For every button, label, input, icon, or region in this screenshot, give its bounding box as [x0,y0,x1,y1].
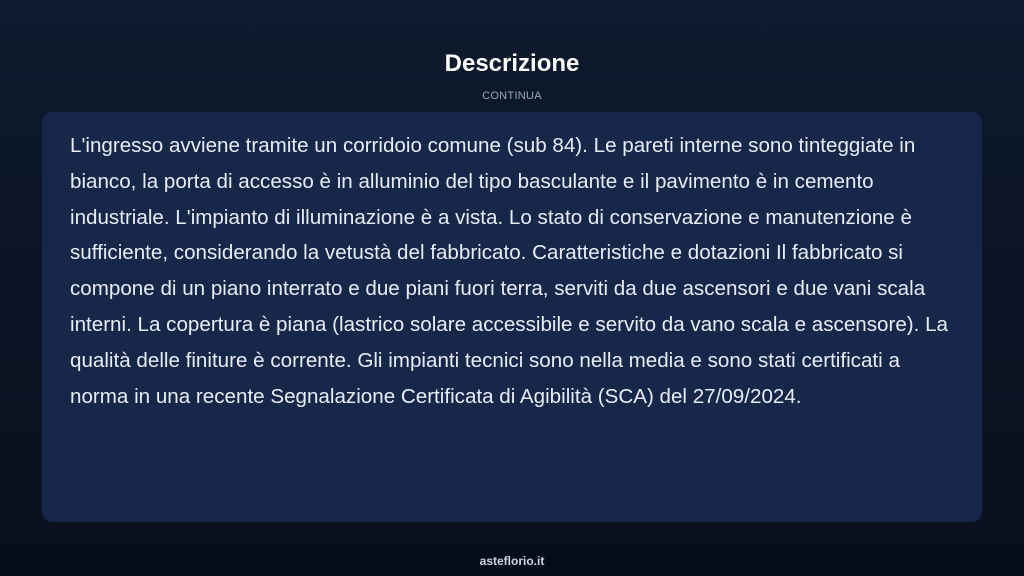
site-name: asteflorio.it [479,554,545,568]
description-text: L'ingresso avviene tramite un corridoio comune (sub 84). Le pareti interne sono tinteggiate in bianco, la porta di accesso è in alluminio del tipo basculante e il pavimento è in cemento industriale. L'impianto di illuminazione è a vista. Lo stato di conservazione e manutenzione è sufficiente, considerando la vetustà del fabbricato. Caratteristiche e dotazioni Il fabbricato si compone di un piano interrato e due piani fuori terra, serviti da due ascensori e due vani scala interni. La copertura è piana (lastrico solare accessibile e servito da vano scala e ascensore). La qualità delle finiture è corrente. Gli impianti tecnici sono nella media e sono stati certificati a norma in una recente Segnalazione Certificata di Agibilità (SCA) del 27/09/2024. [70,134,948,408]
footer-bar [0,544,1024,576]
description-card [42,112,982,522]
continue-label: CONTINUA [482,90,542,102]
page-title: Descrizione [444,50,580,77]
